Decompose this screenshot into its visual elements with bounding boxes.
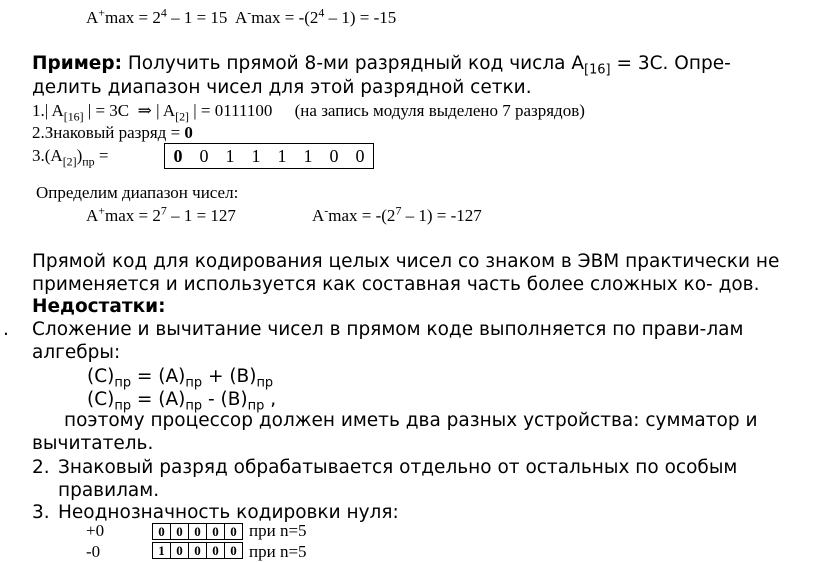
eq1-sub-c: пр [256, 375, 274, 391]
eq1-b: = (A) [131, 366, 186, 387]
implies-arrow-icon: ⇒ [137, 101, 152, 120]
zero-minus-note: при n=5 [249, 542, 307, 561]
zero-minus-bits [152, 542, 243, 559]
code-bit: 1 [277, 146, 287, 166]
item1-line-2: алгебры: [32, 342, 121, 363]
step-2 [32, 123, 193, 143]
zero-bit: 0 [153, 524, 171, 539]
zero-bit: 1 [153, 543, 171, 558]
step3-c: = [94, 146, 109, 165]
step1-sub: [16] [63, 109, 84, 124]
a-minus-symbol: A [234, 8, 248, 27]
code-bit: 1 [303, 146, 313, 166]
eq1-c: + (B) [202, 366, 257, 387]
equation-1 [87, 366, 274, 391]
zero-bit: 0 [207, 524, 225, 539]
step1-a: 1.| A [32, 101, 64, 120]
eq2-sub-b: пр [185, 398, 203, 414]
drawbacks-heading: Недостатки: [32, 296, 166, 317]
step2-value: 0 [184, 123, 193, 142]
eq1-sub-b: пр [185, 375, 203, 391]
a-plus-symbol: A [86, 8, 99, 27]
a-plus-exp: 4 [160, 5, 167, 20]
a-minus-exp: 4 [318, 5, 325, 20]
example-tail: = 3С. Опре- [610, 53, 731, 74]
step3-a: 3.(A [32, 146, 63, 165]
item2-line-2: правилам. [58, 480, 160, 501]
step1-b: | = 3C [83, 101, 130, 120]
eq2-a: (C) [87, 389, 115, 410]
zero-plus-note: при n=5 [249, 521, 307, 540]
step1-sub2: [2] [175, 109, 190, 124]
list-bullet: . [3, 319, 9, 340]
zero-bit: 0 [189, 524, 207, 539]
zero-bit: 0 [230, 543, 237, 558]
item1-line-3: поэтому процессор должен иметь два разных устройства: сумматор и [64, 410, 758, 431]
step3-sub2: пр [82, 154, 95, 169]
formula-top [86, 5, 397, 28]
range-minus-sup: - [324, 203, 329, 218]
zero-plus-bits [152, 523, 243, 540]
code-bit: 1 [251, 146, 261, 166]
example-line-1 [32, 53, 731, 78]
eq2-tail: , [264, 389, 277, 410]
code-bit: 0 [355, 146, 365, 166]
example-line-2: делить диапазон чисел для этой разрядной сетки. [32, 77, 532, 98]
zero-bit: 0 [189, 543, 207, 558]
zero-bit: 0 [171, 524, 189, 539]
eq1-a: (C) [87, 366, 115, 387]
eq2-sub-c: пр [247, 398, 265, 414]
code-bit: 1 [225, 146, 235, 166]
eq2-b: = (A) [131, 389, 186, 410]
code-bits-box [164, 143, 374, 169]
step-3 [32, 146, 109, 169]
range-plus-rest: max = 2 [105, 206, 161, 225]
code-bit: 0 [173, 146, 183, 166]
range-heading: Определим диапазон чисел: [36, 183, 239, 202]
item1-line-1: Сложение и вычитание чисел в прямом коде выполняется по прави-лам [32, 319, 744, 340]
range-a-minus: A [312, 206, 325, 225]
step3-sub: [2] [62, 154, 77, 169]
step1-note: (на запись модуля выделено 7 разрядов) [294, 101, 585, 120]
paragraph-line-2: применяется и используется как составная часть более сложных ко- дов. [32, 274, 760, 295]
eq1-sub-a: пр [114, 375, 132, 391]
a-minus-rest: max = -(2 [251, 8, 319, 27]
a-plus-rest: max = 2 [105, 8, 161, 27]
eq2-sub-a: пр [114, 398, 132, 414]
code-bit: 0 [329, 146, 339, 166]
range-plus-exp: 7 [160, 203, 167, 218]
plus-sup: + [98, 5, 105, 20]
range-minus-rest: max = -(2 [328, 206, 396, 225]
zero-bit: 0 [171, 543, 189, 558]
example-text: Получить прямой 8-ми разрядный код числа А [122, 53, 585, 74]
code-bit: 0 [199, 146, 209, 166]
zero-plus-label: +0 [86, 521, 105, 540]
item2-number: 2. [32, 457, 50, 478]
range-minus-tail: – 1) = -127 [401, 206, 482, 225]
item1-line-4: вычитатель. [32, 433, 154, 454]
range-a-plus: A [86, 206, 99, 225]
step-1 [32, 101, 585, 124]
example-sub: [16] [584, 62, 611, 78]
zero-bit: 0 [230, 524, 237, 539]
item3-number: 3. [32, 502, 50, 523]
item2-line-1: Знаковый разряд обрабатывается отдельно от остальных по особым [58, 457, 738, 478]
a-minus-tail: – 1) = -15 [324, 8, 397, 27]
range-plus [86, 203, 236, 226]
paragraph-line-1: Прямой код для кодирования целых чисел со знаком в ЭВМ практически не [32, 251, 780, 272]
zero-bit: 0 [207, 543, 225, 558]
step1-c: | A [156, 101, 176, 120]
step3-b: ) [76, 146, 83, 165]
zero-minus-label: -0 [86, 542, 101, 561]
step1-d: | = 0111100 [189, 101, 273, 120]
range-minus-exp: 7 [395, 203, 402, 218]
example-label: Пример: [32, 53, 122, 74]
a-plus-tail: – 1 = 15 [166, 8, 228, 27]
minus-sup: - [247, 5, 252, 20]
range-plus-sup: + [98, 203, 105, 218]
range-plus-tail: – 1 = 127 [166, 206, 236, 225]
eq2-c: - (B) [202, 389, 248, 410]
equation-2 [87, 389, 277, 414]
range-minus [312, 203, 482, 226]
item3-line-1: Неоднозначность кодировки нуля: [58, 502, 399, 523]
step2-text: 2.Знаковый разряд = [32, 123, 185, 142]
